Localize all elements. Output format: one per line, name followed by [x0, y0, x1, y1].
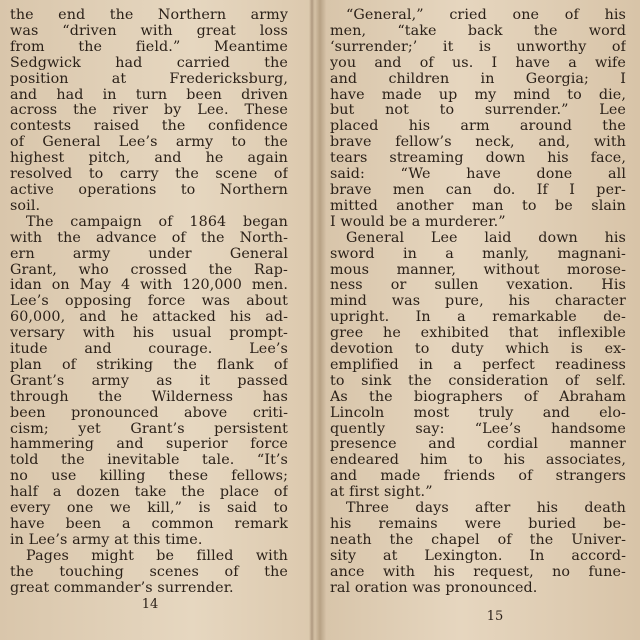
text-line: ness or sullen vexation. His: [330, 277, 626, 294]
text-line: hammering and superior force: [10, 436, 288, 453]
paragraph: [330, 8, 626, 231]
text-line: across the river by Lee. These: [10, 102, 288, 119]
left-page: [10, 8, 288, 636]
text-line: presence and cordial manner: [330, 436, 626, 453]
text-line: mous manner, without morose-: [330, 261, 626, 278]
text-line: sity at Lexington. In accord-: [330, 547, 626, 564]
text-line: great commander’s surrender.: [10, 579, 234, 596]
text-line: half a dozen take the place of: [10, 484, 288, 501]
paragraph: [10, 215, 288, 549]
text-line: Lee’s opposing force was about: [10, 293, 288, 310]
text-line: the touching scenes of the: [10, 563, 288, 580]
text-line: was “driven with great loss: [10, 22, 288, 39]
text-line: gree he exhibited that inflexible: [330, 325, 626, 342]
text-line: and had in turn been driven: [10, 86, 288, 103]
paragraph: [10, 549, 288, 597]
text-line: Lincoln most truly and elo-: [330, 404, 626, 421]
book-gutter: [309, 0, 315, 640]
text-line: ern army under General: [10, 245, 288, 262]
text-line: and children in Georgia; I: [330, 70, 626, 87]
text-line: quently say: “Lee’s handsome: [330, 420, 626, 437]
text-line: tears streaming down his face,: [330, 150, 626, 167]
text-line: contests raised the confidence: [10, 118, 288, 135]
text-line: with the advance of the North-: [10, 229, 288, 246]
right-page-number: 15: [486, 609, 504, 624]
paragraph: [10, 8, 288, 215]
text-line: through the Wilderness has: [10, 388, 288, 405]
text-line: ral oration was pronounced.: [330, 579, 538, 596]
text-line: no use killing these fellows;: [10, 468, 288, 485]
text-line: told the inevitable tale. “It’s: [10, 452, 288, 469]
text-line: devotion to duty which is ex-: [330, 341, 626, 358]
text-line: men, “take back the word: [330, 22, 626, 39]
text-line: the end the Northern army: [10, 8, 288, 23]
text-line: endeared him to his associates,: [330, 452, 626, 469]
text-line: soil.: [10, 197, 41, 214]
text-line: brave men can do. If I per-: [330, 181, 626, 198]
text-line: mind was pure, his character: [330, 293, 626, 310]
text-line: itude and courage. Lee’s: [10, 341, 288, 358]
text-line: emplified in a perfect readiness: [330, 356, 626, 373]
text-line: to sink the consideration of self.: [330, 372, 626, 389]
text-line: brave fellow’s neck, and, with: [330, 134, 626, 151]
text-line: said: “We have done all: [330, 166, 626, 183]
text-line: mitted another man to be slain: [330, 197, 626, 214]
text-line: from the field.” Meantime: [10, 38, 288, 55]
text-line: have made up my mind to die,: [330, 86, 626, 103]
text-line: Pages might be filled with: [26, 547, 288, 564]
paragraph: [330, 231, 626, 501]
text-line: Sedgwick had carried the: [10, 54, 288, 71]
text-line: upright. In a remarkable de-: [330, 309, 626, 326]
text-line: have been a common remark: [10, 516, 288, 532]
text-line: As the biographers of Abraham: [330, 388, 626, 405]
text-line: Grant, who crossed the Rap-: [10, 261, 288, 278]
text-line: you and of us. I have a wife: [330, 54, 626, 71]
text-line: 60,000, and he attacked his ad-: [10, 309, 288, 326]
text-line: Three days after his death: [346, 500, 626, 517]
text-line: his remains were buried be-: [330, 516, 626, 532]
text-line: idan on May 4 with 120,000 men.: [10, 277, 288, 294]
text-line: active operations to Northern: [10, 181, 288, 198]
right-page: [330, 8, 626, 636]
text-line: The campaign of 1864 began: [26, 213, 288, 230]
text-line: every one we kill,” is said to: [10, 500, 288, 517]
text-line: versary with his usual prompt-: [10, 325, 288, 342]
text-line: position at Fredericksburg,: [10, 70, 288, 87]
text-line: placed his arm around the: [330, 118, 626, 135]
text-line: ance with his request, no fune-: [330, 563, 626, 580]
text-line: in Lee’s army at this time.: [10, 531, 203, 548]
text-line: cism; yet Grant’s persistent: [10, 420, 288, 437]
text-line: and made friends of strangers: [330, 468, 626, 485]
text-line: General Lee laid down his: [346, 229, 626, 246]
text-line: I would be a murderer.”: [330, 213, 506, 230]
text-line: of General Lee’s army to the: [10, 134, 288, 151]
text-line: Grant’s army as it passed: [10, 372, 288, 389]
text-line: at first sight.”: [330, 484, 433, 501]
text-line: highest pitch, and he again: [10, 150, 288, 167]
paragraph: [330, 501, 626, 596]
text-line: sword in a manly, magnani-: [330, 245, 626, 262]
text-line: “General,” cried one of his: [346, 8, 626, 23]
text-line: resolved to carry the scene of: [10, 166, 288, 183]
left-page-number: 14: [141, 597, 159, 612]
text-line: been pronounced above criti-: [10, 404, 288, 421]
text-line: plan of striking the flank of: [10, 356, 288, 373]
text-line: neath the chapel of the Univer-: [330, 531, 626, 548]
text-line: but not to surrender.” Lee: [330, 102, 626, 119]
text-line: ‘surrender;’ it is unworthy of: [330, 38, 626, 55]
